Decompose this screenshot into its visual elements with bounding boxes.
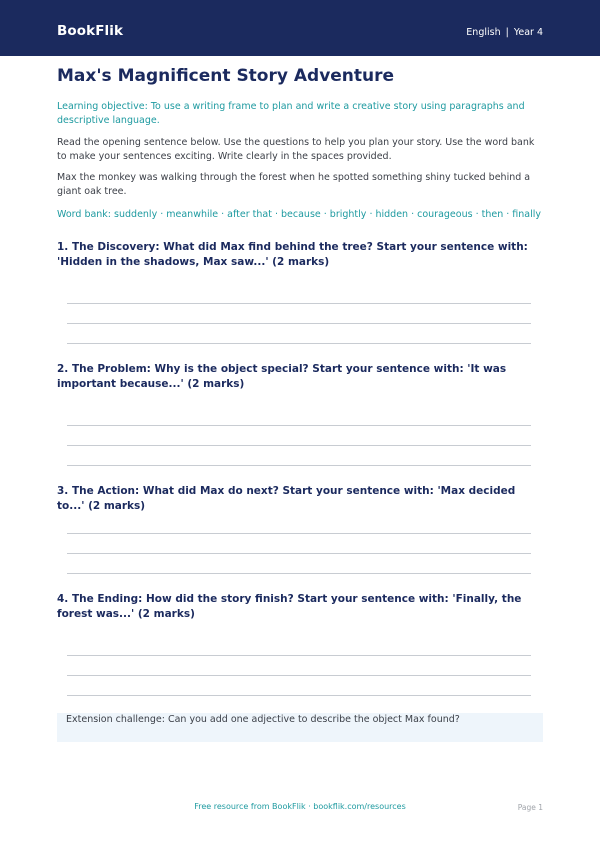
extension-challenge-box [57,713,543,742]
answer-line[interactable] [67,655,531,656]
instructions-text: Read the opening sentence below. Use the questions to help you plan your story. Use the word bank to make your sentences exciting. Write clearly in the spaces provided. [57,137,535,162]
page-number: Page 1 [517,803,543,812]
question-3: 3. The Action: What did Max do next? Start your sentence with: 'Max decided to...' (2 marks) [57,485,516,512]
answer-line[interactable] [67,553,531,554]
learning-objective: Learning objective: To use a writing frame to plan and write a creative story using paragraphs and descriptive language. [57,101,525,126]
page-title: Max's Magnificent Story Adventure [57,66,395,86]
extension-challenge-text: Extension challenge: Can you add one adjective to describe the object Max found? [66,714,460,725]
answer-line[interactable] [67,675,531,676]
answer-line[interactable] [67,465,531,466]
footer-text: Free resource from BookFlik · bookflik.com/resources [194,802,406,811]
answer-line[interactable] [67,425,531,426]
word-bank: Word bank: suddenly · meanwhile · after that · because · brightly · hidden · courageous · then · finally [57,209,542,220]
answer-line[interactable] [67,303,531,304]
answer-line[interactable] [67,343,531,344]
answer-line[interactable] [67,445,531,446]
meta-separator: | [505,27,509,38]
page-header [0,0,600,56]
answer-line[interactable] [67,323,531,324]
brand-logo: BookFlik [57,23,124,39]
question-2: 2. The Problem: Why is the object special? Start your sentence with: 'It was important because...' (2 marks) [57,363,507,390]
year-label: Year 4 [513,27,543,38]
opening-sentence: Max the monkey was walking through the forest when he spotted something shiny tucked behind a giant oak tree. [57,172,531,197]
header-meta [466,27,543,38]
answer-line[interactable] [67,695,531,696]
answer-line[interactable] [67,573,531,574]
subject-label: English [466,27,501,38]
question-1: 1. The Discovery: What did Max find behind the tree? Start your sentence with: 'Hidden in the shadows, Max saw...' (2 marks) [57,241,528,268]
answer-line[interactable] [67,533,531,534]
question-4: 4. The Ending: How did the story finish? Start your sentence with: 'Finally, the forest was...' (2 marks) [57,593,522,620]
